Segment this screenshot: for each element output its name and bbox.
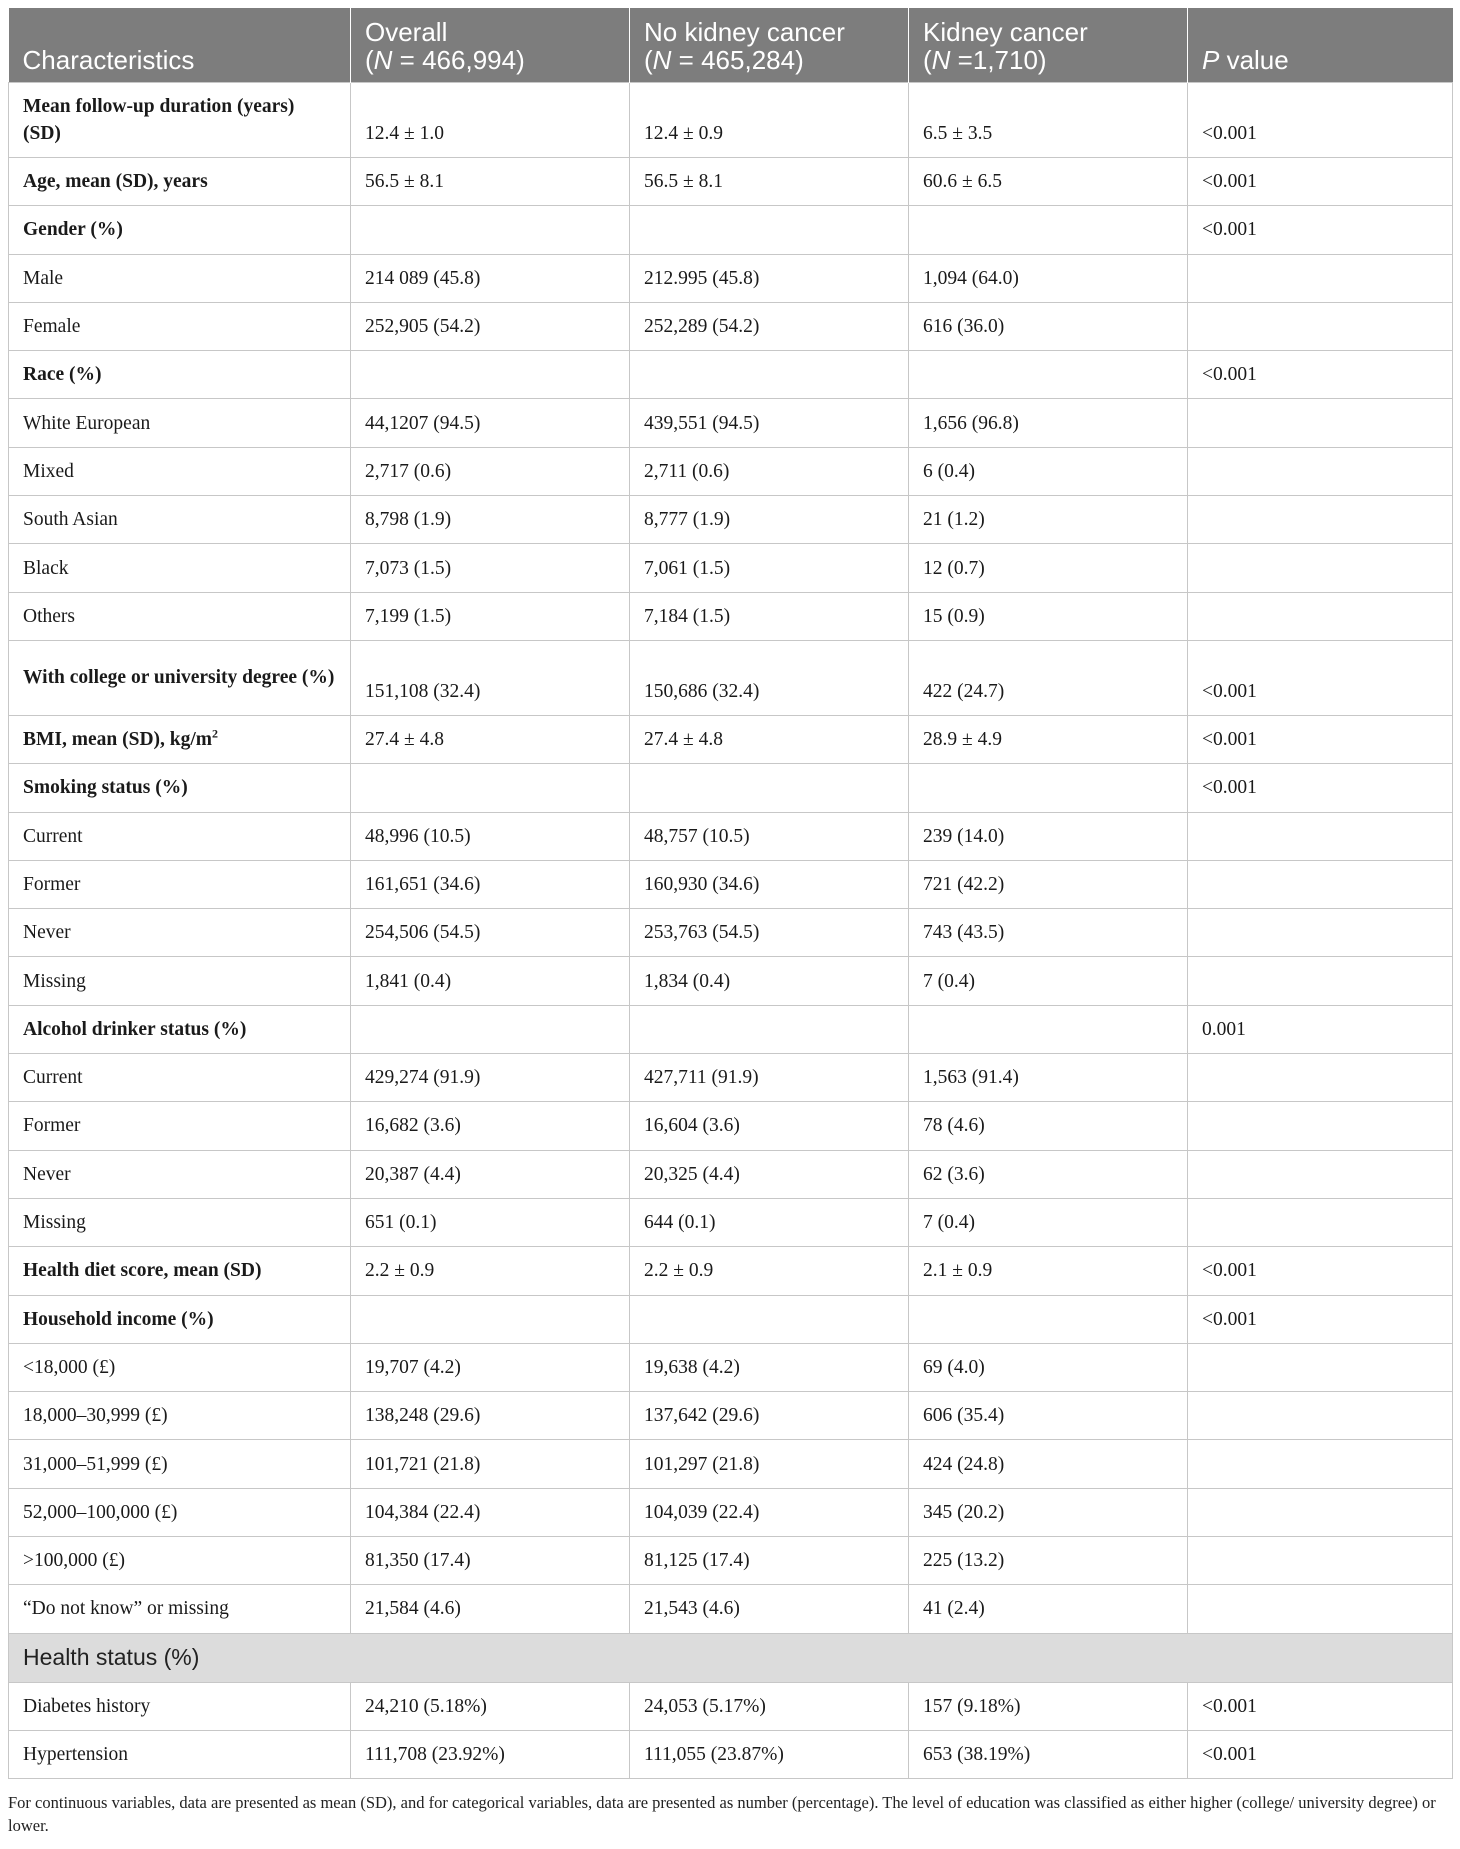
- cell-no-kidney-cancer: 27.4 ± 4.8: [630, 715, 909, 763]
- row-label: Age, mean (SD), years: [9, 158, 351, 206]
- cell-p-value: [1188, 254, 1453, 302]
- cell-no-kidney-cancer: 150,686 (32.4): [630, 640, 909, 715]
- row-label: BMI, mean (SD), $kg/m^2$: [9, 715, 351, 763]
- cell-overall: 214 089 (45.8): [351, 254, 630, 302]
- cell-kidney-cancer: 2.1 ± 0.9: [909, 1247, 1188, 1295]
- cell-kidney-cancer: 616 (36.0): [909, 302, 1188, 350]
- cell-p-value: [1188, 544, 1453, 592]
- cell-no-kidney-cancer: [630, 206, 909, 254]
- cell-no-kidney-cancer: 160,930 (34.6): [630, 860, 909, 908]
- row-label: Former: [9, 1102, 351, 1150]
- cell-kidney-cancer: [909, 1295, 1188, 1343]
- row-label: Others: [9, 592, 351, 640]
- table-row: [9, 544, 1453, 592]
- cell-overall: 1,841 (0.4): [351, 957, 630, 1005]
- row-label: >100,000 (£): [9, 1537, 351, 1585]
- row-label: Black: [9, 544, 351, 592]
- table-row: [9, 1585, 1453, 1633]
- cell-overall: 138,248 (29.6): [351, 1392, 630, 1440]
- row-label: Gender (%): [9, 206, 351, 254]
- cell-p-value: [1188, 447, 1453, 495]
- table-row: [9, 158, 1453, 206]
- cell-overall: 104,384 (22.4): [351, 1488, 630, 1536]
- cell-p-value: <0.001: [1188, 1295, 1453, 1343]
- cell-p-value: [1188, 1537, 1453, 1585]
- row-label: Mean follow-up duration (years) (SD): [9, 83, 351, 158]
- cell-overall: 7,199 (1.5): [351, 592, 630, 640]
- cell-kidney-cancer: [909, 351, 1188, 399]
- cell-kidney-cancer: 62 (3.6): [909, 1150, 1188, 1198]
- cell-p-value: [1188, 496, 1453, 544]
- row-label: White European: [9, 399, 351, 447]
- cell-kidney-cancer: 78 (4.6): [909, 1102, 1188, 1150]
- table-footnote: For continuous variables, data are presented as mean (SD), and for categorical variables, data are presented as number (percentage). The level of education was classified as either higher (college/ university degree) or lower.: [8, 1793, 1436, 1835]
- cell-overall: 8,798 (1.9): [351, 496, 630, 544]
- cell-p-value: [1188, 1585, 1453, 1633]
- cell-no-kidney-cancer: 2.2 ± 0.9: [630, 1247, 909, 1295]
- cell-overall: 20,387 (4.4): [351, 1150, 630, 1198]
- table-row: [9, 1295, 1453, 1343]
- table-row: [9, 592, 1453, 640]
- cell-no-kidney-cancer: [630, 1295, 909, 1343]
- cell-overall: 252,905 (54.2): [351, 302, 630, 350]
- cell-p-value: [1188, 957, 1453, 1005]
- row-label: 52,000–100,000 (£): [9, 1488, 351, 1536]
- table-row: [9, 447, 1453, 495]
- cell-p-value: [1188, 592, 1453, 640]
- table-row: [9, 1730, 1453, 1778]
- cell-kidney-cancer: 7 (0.4): [909, 1198, 1188, 1246]
- cell-p-value: [1188, 909, 1453, 957]
- cell-p-value: [1188, 1392, 1453, 1440]
- characteristics-table: [8, 8, 1453, 1779]
- table-row: [9, 1343, 1453, 1391]
- row-label: Never: [9, 909, 351, 957]
- cell-no-kidney-cancer: 24,053 (5.17%): [630, 1682, 909, 1730]
- cell-p-value: <0.001: [1188, 1730, 1453, 1778]
- cell-no-kidney-cancer: 252,289 (54.2): [630, 302, 909, 350]
- cell-p-value: <0.001: [1188, 351, 1453, 399]
- cell-p-value: <0.001: [1188, 1682, 1453, 1730]
- cell-kidney-cancer: 225 (13.2): [909, 1537, 1188, 1585]
- table-row: [9, 764, 1453, 812]
- table-row: [9, 640, 1453, 715]
- cell-kidney-cancer: 239 (14.0): [909, 812, 1188, 860]
- row-label: 18,000–30,999 (£): [9, 1392, 351, 1440]
- cell-kidney-cancer: 21 (1.2): [909, 496, 1188, 544]
- cell-no-kidney-cancer: 20,325 (4.4): [630, 1150, 909, 1198]
- cell-overall: 12.4 ± 1.0: [351, 83, 630, 158]
- cell-kidney-cancer: 6 (0.4): [909, 447, 1188, 495]
- row-label: Current: [9, 1054, 351, 1102]
- cell-kidney-cancer: 6.5 ± 3.5: [909, 83, 1188, 158]
- cell-no-kidney-cancer: 427,711 (91.9): [630, 1054, 909, 1102]
- cell-no-kidney-cancer: 439,551 (94.5): [630, 399, 909, 447]
- cell-no-kidney-cancer: 21,543 (4.6): [630, 1585, 909, 1633]
- cell-no-kidney-cancer: 104,039 (22.4): [630, 1488, 909, 1536]
- cell-kidney-cancer: 424 (24.8): [909, 1440, 1188, 1488]
- cell-overall: 101,721 (21.8): [351, 1440, 630, 1488]
- row-label: Alcohol drinker status (%): [9, 1005, 351, 1053]
- cell-overall: 151,108 (32.4): [351, 640, 630, 715]
- cell-p-value: [1188, 399, 1453, 447]
- cell-p-value: <0.001: [1188, 83, 1453, 158]
- row-label: Never: [9, 1150, 351, 1198]
- cell-no-kidney-cancer: [630, 351, 909, 399]
- cell-kidney-cancer: [909, 764, 1188, 812]
- cell-kidney-cancer: 422 (24.7): [909, 640, 1188, 715]
- row-label: 31,000–51,999 (£): [9, 1440, 351, 1488]
- cell-overall: 254,506 (54.5): [351, 909, 630, 957]
- cell-no-kidney-cancer: 137,642 (29.6): [630, 1392, 909, 1440]
- cell-kidney-cancer: 12 (0.7): [909, 544, 1188, 592]
- cell-overall: 81,350 (17.4): [351, 1537, 630, 1585]
- cell-p-value: [1188, 1150, 1453, 1198]
- table-row: [9, 1150, 1453, 1198]
- cell-p-value: [1188, 1343, 1453, 1391]
- cell-overall: 44,1207 (94.5): [351, 399, 630, 447]
- cell-overall: 21,584 (4.6): [351, 1585, 630, 1633]
- cell-no-kidney-cancer: 19,638 (4.2): [630, 1343, 909, 1391]
- cell-overall: 429,274 (91.9): [351, 1054, 630, 1102]
- section-label: Health status (%): [9, 1633, 1453, 1682]
- table-container: [8, 8, 1452, 1779]
- row-label: “Do not know” or missing: [9, 1585, 351, 1633]
- table-row: [9, 860, 1453, 908]
- cell-kidney-cancer: 721 (42.2): [909, 860, 1188, 908]
- cell-overall: [351, 764, 630, 812]
- table-row: [9, 206, 1453, 254]
- table-row: [9, 909, 1453, 957]
- cell-kidney-cancer: 60.6 ± 6.5: [909, 158, 1188, 206]
- table-row: [9, 812, 1453, 860]
- cell-kidney-cancer: [909, 1005, 1188, 1053]
- row-label: Missing: [9, 957, 351, 1005]
- cell-overall: 651 (0.1): [351, 1198, 630, 1246]
- cell-kidney-cancer: 69 (4.0): [909, 1343, 1188, 1391]
- cell-p-value: <0.001: [1188, 1247, 1453, 1295]
- cell-p-value: [1188, 812, 1453, 860]
- row-label: Smoking status (%): [9, 764, 351, 812]
- table-row: [9, 496, 1453, 544]
- section-row-health-status: [9, 1633, 1453, 1682]
- table-row: [9, 1392, 1453, 1440]
- row-label: Household income (%): [9, 1295, 351, 1343]
- cell-kidney-cancer: 1,656 (96.8): [909, 399, 1188, 447]
- header-row: [9, 8, 1453, 83]
- cell-kidney-cancer: 653 (38.19%): [909, 1730, 1188, 1778]
- cell-p-value: [1188, 1440, 1453, 1488]
- cell-p-value: 0.001: [1188, 1005, 1453, 1053]
- cell-no-kidney-cancer: 253,763 (54.5): [630, 909, 909, 957]
- cell-p-value: [1188, 1054, 1453, 1102]
- header-characteristics: Characteristics: [9, 8, 351, 83]
- cell-overall: [351, 206, 630, 254]
- cell-no-kidney-cancer: [630, 764, 909, 812]
- cell-overall: [351, 1005, 630, 1053]
- cell-no-kidney-cancer: 101,297 (21.8): [630, 1440, 909, 1488]
- table-row: [9, 1247, 1453, 1295]
- table-row: [9, 83, 1453, 158]
- row-label: <18,000 (£): [9, 1343, 351, 1391]
- table-row: [9, 1005, 1453, 1053]
- cell-overall: 111,708 (23.92%): [351, 1730, 630, 1778]
- header-p-value: P value: [1188, 8, 1453, 83]
- row-label: Male: [9, 254, 351, 302]
- row-label: Hypertension: [9, 1730, 351, 1778]
- cell-no-kidney-cancer: 7,061 (1.5): [630, 544, 909, 592]
- header-no-kidney-cancer: No kidney cancer (N = 465,284): [630, 8, 909, 83]
- cell-no-kidney-cancer: 16,604 (3.6): [630, 1102, 909, 1150]
- cell-overall: 19,707 (4.2): [351, 1343, 630, 1391]
- cell-kidney-cancer: 41 (2.4): [909, 1585, 1188, 1633]
- cell-kidney-cancer: 606 (35.4): [909, 1392, 1188, 1440]
- cell-p-value: [1188, 1198, 1453, 1246]
- table-row: [9, 1537, 1453, 1585]
- header-kidney-cancer: Kidney cancer (N =1,710): [909, 8, 1188, 83]
- table-row: [9, 399, 1453, 447]
- table-row: [9, 715, 1453, 763]
- cell-overall: 48,996 (10.5): [351, 812, 630, 860]
- cell-overall: 7,073 (1.5): [351, 544, 630, 592]
- cell-kidney-cancer: 157 (9.18%): [909, 1682, 1188, 1730]
- cell-overall: 56.5 ± 8.1: [351, 158, 630, 206]
- row-label: Current: [9, 812, 351, 860]
- cell-overall: 24,210 (5.18%): [351, 1682, 630, 1730]
- table-row: [9, 302, 1453, 350]
- cell-no-kidney-cancer: 212.995 (45.8): [630, 254, 909, 302]
- table-row: [9, 1682, 1453, 1730]
- cell-overall: 16,682 (3.6): [351, 1102, 630, 1150]
- cell-kidney-cancer: 743 (43.5): [909, 909, 1188, 957]
- cell-p-value: [1188, 860, 1453, 908]
- cell-kidney-cancer: 345 (20.2): [909, 1488, 1188, 1536]
- table-row: [9, 1102, 1453, 1150]
- table-row: [9, 1440, 1453, 1488]
- cell-overall: 2,717 (0.6): [351, 447, 630, 495]
- row-label: With college or university degree (%): [9, 640, 351, 715]
- table-row: [9, 254, 1453, 302]
- cell-no-kidney-cancer: 48,757 (10.5): [630, 812, 909, 860]
- table-row: [9, 1054, 1453, 1102]
- cell-p-value: [1188, 1102, 1453, 1150]
- cell-p-value: <0.001: [1188, 715, 1453, 763]
- row-label: Health diet score, mean (SD): [9, 1247, 351, 1295]
- cell-no-kidney-cancer: 1,834 (0.4): [630, 957, 909, 1005]
- row-label: Female: [9, 302, 351, 350]
- cell-overall: 161,651 (34.6): [351, 860, 630, 908]
- row-label: Missing: [9, 1198, 351, 1246]
- cell-p-value: <0.001: [1188, 206, 1453, 254]
- cell-overall: [351, 351, 630, 399]
- cell-kidney-cancer: 28.9 ± 4.9: [909, 715, 1188, 763]
- cell-overall: 27.4 ± 4.8: [351, 715, 630, 763]
- table-row: [9, 1198, 1453, 1246]
- row-label: Race (%): [9, 351, 351, 399]
- cell-kidney-cancer: 7 (0.4): [909, 957, 1188, 1005]
- table-row: [9, 351, 1453, 399]
- cell-p-value: <0.001: [1188, 158, 1453, 206]
- cell-p-value: <0.001: [1188, 640, 1453, 715]
- cell-no-kidney-cancer: [630, 1005, 909, 1053]
- cell-kidney-cancer: [909, 206, 1188, 254]
- cell-p-value: <0.001: [1188, 764, 1453, 812]
- row-label: Diabetes history: [9, 1682, 351, 1730]
- cell-no-kidney-cancer: 56.5 ± 8.1: [630, 158, 909, 206]
- cell-no-kidney-cancer: 644 (0.1): [630, 1198, 909, 1246]
- row-label: Former: [9, 860, 351, 908]
- row-label: South Asian: [9, 496, 351, 544]
- cell-no-kidney-cancer: 81,125 (17.4): [630, 1537, 909, 1585]
- cell-kidney-cancer: 1,563 (91.4): [909, 1054, 1188, 1102]
- cell-p-value: [1188, 1488, 1453, 1536]
- cell-p-value: [1188, 302, 1453, 350]
- cell-no-kidney-cancer: 8,777 (1.9): [630, 496, 909, 544]
- cell-overall: [351, 1295, 630, 1343]
- table-row: [9, 1488, 1453, 1536]
- cell-overall: 2.2 ± 0.9: [351, 1247, 630, 1295]
- cell-no-kidney-cancer: 2,711 (0.6): [630, 447, 909, 495]
- header-overall: Overall (N = 466,994): [351, 8, 630, 83]
- cell-kidney-cancer: 1,094 (64.0): [909, 254, 1188, 302]
- cell-no-kidney-cancer: 12.4 ± 0.9: [630, 83, 909, 158]
- table-row: [9, 957, 1453, 1005]
- row-label: Mixed: [9, 447, 351, 495]
- cell-no-kidney-cancer: 111,055 (23.87%): [630, 1730, 909, 1778]
- cell-kidney-cancer: 15 (0.9): [909, 592, 1188, 640]
- cell-no-kidney-cancer: 7,184 (1.5): [630, 592, 909, 640]
